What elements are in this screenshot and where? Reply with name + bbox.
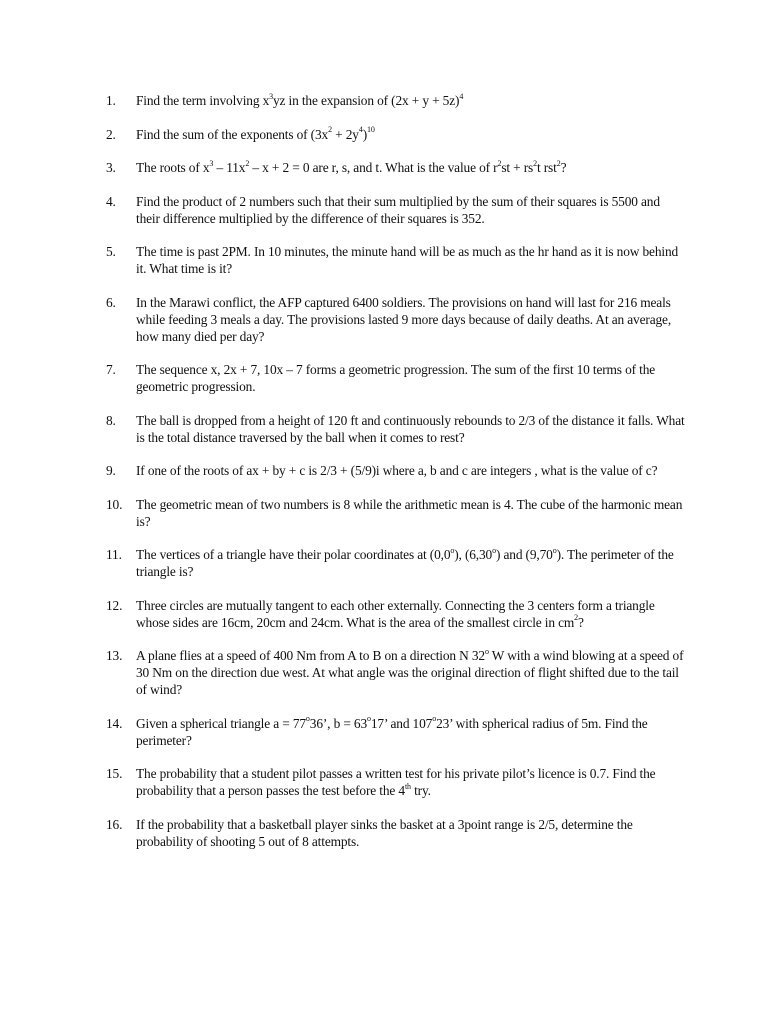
- problem-text-segment: The probability that a student pilot passes a written test for his private pilot’s licence is 0.7. Find the probability that a person passes the test before the 4: [136, 766, 656, 798]
- problem-text: [136, 361, 686, 395]
- superscript: 2: [574, 613, 578, 623]
- problem-text-segment: The sequence x, 2x + 7, 10x – 7 forms a geometric progression. The sum of the first 10 terms of the geometric progression.: [136, 362, 656, 394]
- problem-text-segment: If one of the roots of ax + by + c is 2/3 + (5/9)i where a, b and c are integers , what is the value of c?: [136, 463, 658, 478]
- problem-text: [136, 462, 686, 479]
- problem-text-segment: Find the product of 2 numbers such that their sum multiplied by the sum of their squares is 5500 and their difference multiplied by the difference of their squares is 352.: [136, 193, 660, 226]
- superscript: 2: [556, 158, 561, 168]
- problem-number: 5.: [106, 244, 116, 259]
- problem-text-segment: ) and (9,70: [495, 547, 553, 562]
- problem-text: [136, 546, 686, 580]
- superscript: 2: [497, 158, 502, 168]
- problem-item: [106, 597, 686, 631]
- problem-text: [136, 193, 686, 227]
- problem-text-segment: The vertices of a triangle have their polar coordinates at (0,0: [136, 547, 451, 562]
- problem-item: [106, 496, 686, 530]
- problem-number: 2.: [106, 126, 116, 142]
- superscript: o: [450, 545, 455, 555]
- problem-item: [106, 126, 686, 143]
- problem-text: [136, 92, 686, 109]
- superscript: 4: [459, 91, 464, 101]
- superscript: 4: [358, 125, 363, 135]
- problem-text: [136, 816, 686, 850]
- problem-item: [106, 816, 686, 850]
- problem-number: 6.: [106, 294, 116, 310]
- superscript: 2: [328, 125, 332, 135]
- problem-text: [136, 597, 686, 631]
- problem-text-segment: t rst: [536, 160, 557, 175]
- problem-text-segment: W with a wind blowing at a speed of 30 Nm on the direction due west. At what angle was the original direction of flight shifted due to the tail of wind?: [136, 648, 684, 697]
- problem-item: [106, 294, 686, 345]
- problem-number: 15.: [106, 766, 123, 781]
- problem-text-segment: If the probability that a basketball player sinks the basket at a 3point range is 2/5, determine the probability of shooting 5 out of 8 attempts.: [136, 816, 633, 849]
- problem-text-segment: – 11x: [213, 160, 246, 175]
- problem-item: [106, 92, 686, 109]
- problem-item: [106, 193, 686, 227]
- problem-number: 9.: [106, 463, 116, 478]
- problem-text-segment: The roots of x: [136, 160, 210, 175]
- problem-text-segment: st + rs: [501, 160, 534, 175]
- problem-text-segment: Find the term involving x: [136, 93, 270, 108]
- problem-text: [136, 412, 686, 446]
- problem-text-segment: Find the sum of the exponents of (3x: [136, 126, 329, 142]
- problem-number: 3.: [106, 160, 116, 175]
- problem-text: [136, 765, 686, 799]
- superscript: o: [492, 545, 496, 555]
- problem-text-segment: + 2y: [331, 126, 359, 142]
- problem-text-segment: The geometric mean of two numbers is 8 while the arithmetic mean is 4. The cube of the harmonic mean is?: [136, 496, 683, 529]
- superscript: 2: [533, 158, 537, 168]
- problem-text-segment: ). The perimeter of the triangle is?: [136, 547, 674, 579]
- problem-text: [136, 243, 686, 277]
- problem-text-segment: try.: [410, 783, 431, 798]
- problem-text-segment: 23’ with spherical radius of 5m. Find the perimeter?: [136, 715, 648, 748]
- problem-number: 4.: [106, 193, 116, 209]
- problem-text-segment: ?: [577, 614, 584, 630]
- problem-number: 7.: [106, 362, 116, 377]
- problem-number: 16.: [106, 816, 123, 832]
- problem-list: [106, 92, 686, 866]
- problem-text-segment: The ball is dropped from a height of 120 ft and continuously rebounds to 2/3 of the distance it falls. What is the total distance traversed by the ball when it comes to rest?: [136, 412, 685, 445]
- problem-text: [136, 647, 686, 698]
- problem-item: [106, 715, 686, 749]
- problem-number: 11.: [106, 547, 122, 562]
- problem-text-segment: 36’, b = 63: [309, 715, 368, 731]
- problem-item: [106, 159, 686, 176]
- problem-text-segment: ), (6,30: [454, 547, 493, 562]
- problem-text-segment: ): [362, 126, 368, 142]
- superscript: o: [484, 646, 489, 656]
- problem-item: [106, 361, 686, 395]
- problem-text-segment: – x + 2 = 0 are r, s, and t. What is the value of r: [249, 160, 498, 175]
- problem-number: 14.: [106, 715, 123, 731]
- problem-text: [136, 715, 686, 749]
- problem-item: [106, 546, 686, 580]
- problem-text: [136, 126, 686, 143]
- problem-text-segment: A plane flies at a speed of 400 Nm from A to B on a direction N 32: [136, 648, 485, 663]
- superscript: o: [305, 714, 310, 724]
- problem-text: [136, 496, 686, 530]
- superscript: 2: [245, 158, 250, 168]
- problem-number: 8.: [106, 412, 116, 428]
- problem-text-segment: In the Marawi conflict, the AFP captured 6400 soldiers. The provisions on hand will last for 216 meals while feeding 3 meals a day. The provisions lasted 9 more days because of daily deaths. At an average, how many died per day?: [136, 294, 672, 344]
- problem-item: [106, 243, 686, 277]
- problem-number: 1.: [106, 93, 116, 108]
- superscript: o: [432, 714, 437, 724]
- problem-text-segment: ?: [560, 160, 567, 175]
- problem-number: 13.: [106, 648, 123, 663]
- problem-text-segment: Three circles are mutually tangent to each other externally. Connecting the 3 centers form a triangle whose sides are 16cm, 20cm and 24cm. What is the area of the smallest circle in cm: [136, 597, 655, 630]
- problem-number: 10.: [106, 496, 123, 512]
- problem-text-segment: 17’ and 107: [370, 715, 433, 731]
- problem-item: [106, 647, 686, 698]
- problem-item: [106, 765, 686, 799]
- problem-text-segment: The time is past 2PM. In 10 minutes, the minute hand will be as much as the hr hand as it is now behind it. What time is it?: [136, 244, 679, 276]
- problem-item: [106, 462, 686, 479]
- problem-text-segment: yz in the expansion of (2x + y + 5z): [272, 93, 460, 108]
- superscript: 3: [269, 91, 273, 101]
- superscript: o: [367, 714, 371, 724]
- problem-text: [136, 159, 686, 176]
- problem-number: 12.: [106, 597, 123, 613]
- problem-item: [106, 412, 686, 446]
- superscript: 3: [209, 158, 214, 168]
- superscript: th: [404, 781, 411, 791]
- superscript: 10: [367, 125, 375, 135]
- superscript: o: [552, 545, 557, 555]
- problem-text: [136, 294, 686, 345]
- problem-text-segment: Given a spherical triangle a = 77: [136, 715, 306, 731]
